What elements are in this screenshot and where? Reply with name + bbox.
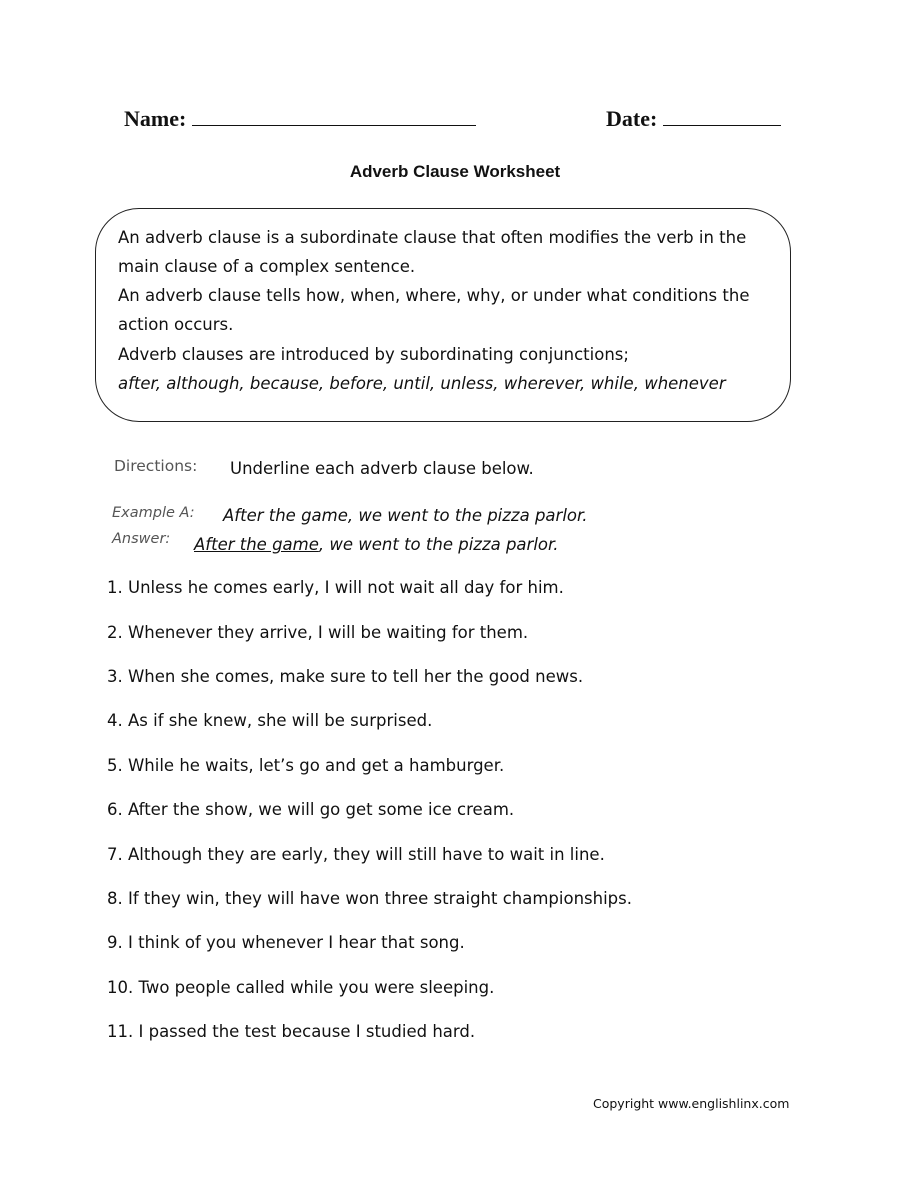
definition-line: Adverb clauses are introduced by subordinating conjunctions; [118,345,629,364]
name-blank-line[interactable] [192,107,476,126]
definition-line: main clause of a complex sentence. [118,257,416,276]
question-11[interactable]: 11. I passed the test because I studied hard. [107,1022,476,1041]
copyright-footer: Copyright www.englishlinx.com [593,1096,790,1111]
example-label: Example A: [112,505,195,521]
answer-text [194,535,559,554]
date-field[interactable] [606,106,781,132]
name-field[interactable] [124,106,476,132]
question-2[interactable]: 2. Whenever they arrive, I will be waiting for them. [107,623,529,642]
question-6[interactable]: 6. After the show, we will go get some ice cream. [107,800,515,819]
date-label: Date: [606,106,658,131]
conjunctions-list: after, although, because, before, until, unless, wherever, while, whenever [118,374,726,393]
definition-line: action occurs. [118,315,234,334]
answer-underlined-clause: After the game [194,535,319,554]
name-label: Name: [124,106,187,131]
definition-line: An adverb clause is a subordinate clause that often modifies the verb in the [118,228,747,247]
question-9[interactable]: 9. I think of you whenever I hear that song. [107,933,465,952]
directions-text: Underline each adverb clause below. [230,459,534,478]
directions-label: Directions: [114,457,198,475]
question-8[interactable]: 8. If they win, they will have won three straight championships. [107,889,632,908]
answer-label: Answer: [112,531,171,547]
question-4[interactable]: 4. As if she knew, she will be surprised. [107,711,433,730]
answer-rest: , we went to the pizza parlor. [318,535,559,554]
name-date-row [0,106,910,136]
worksheet-title: Adverb Clause Worksheet [349,162,561,181]
question-3[interactable]: 3. When she comes, make sure to tell her the good news. [107,667,584,686]
example-text: After the game, we went to the pizza parlor. [223,506,588,525]
question-5[interactable]: 5. While he waits, let’s go and get a hamburger. [107,756,505,775]
question-1[interactable]: 1. Unless he comes early, I will not wait all day for him. [107,578,564,597]
definition-line: An adverb clause tells how, when, where, why, or under what conditions the [118,286,750,305]
date-blank-line[interactable] [663,107,781,126]
question-10[interactable]: 10. Two people called while you were sleeping. [107,978,495,997]
question-7[interactable]: 7. Although they are early, they will still have to wait in line. [107,845,605,864]
